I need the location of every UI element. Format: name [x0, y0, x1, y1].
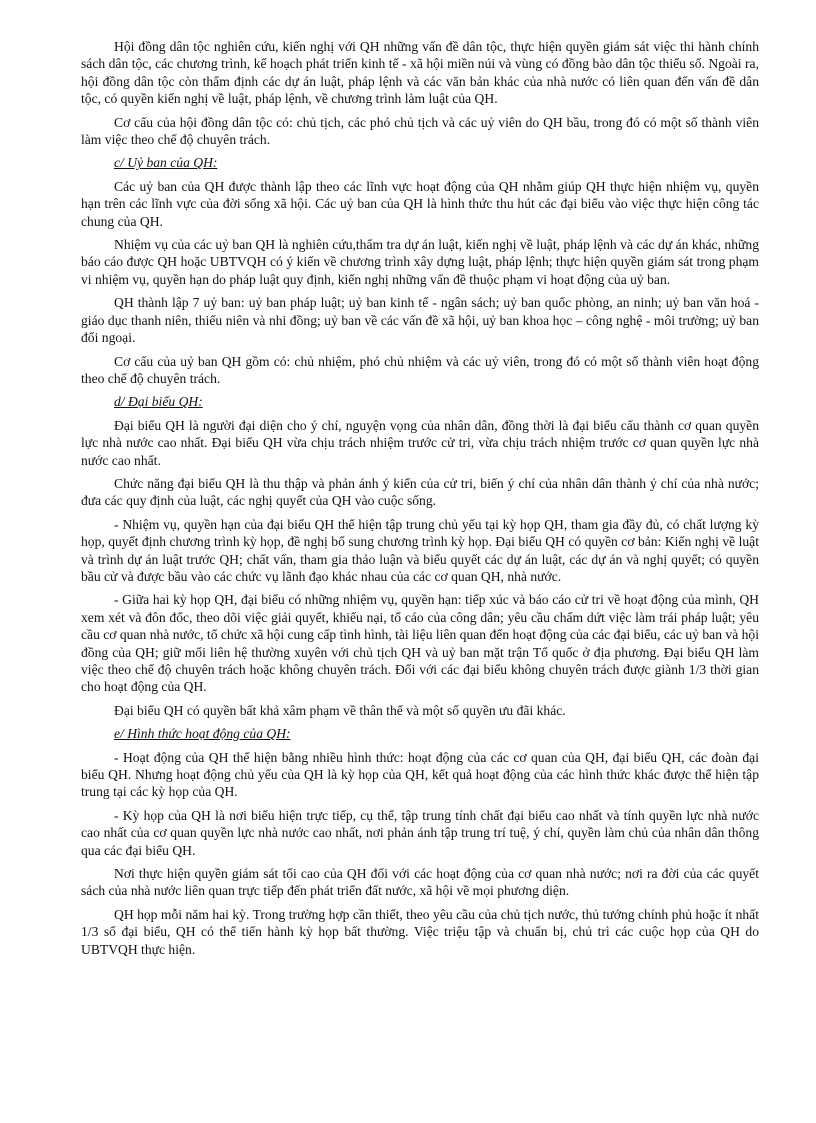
section-heading: d/ Đại biểu QH: — [114, 394, 203, 410]
paragraph: Chức năng đại biểu QH là thu thập và phản ánh ý kiến của cử tri, biến ý chí của nhân dân thành ý chí của nhà nước; đưa các quy định của luật, các nghị quyết của QH vào cuộc sống. — [81, 475, 759, 509]
paragraph: Nhiệm vụ của các uỷ ban QH là nghiên cứu,thẩm tra dự án luật, kiến nghị về luật, pháp lệnh và các dự án khác, những báo cáo được QH hoặc UBTVQH có ý kiến về chương trình xây dựng luật, pháp lệnh; thực hiện quyền giám sát trong phạm vi nhiệm vụ, quyền hạn do pháp luật quy định, kiến nghị những vấn đề thuộc phạm vi hoạt động của uỷ ban. — [81, 237, 759, 287]
paragraph: Các uỷ ban của QH được thành lập theo các lĩnh vực hoạt động của QH nhằm giúp QH thực hiện nhiệm vụ, quyền hạn trên các lĩnh vực của đời sống xã hội. Các uỷ ban của QH là hình thức thu hút các đại biểu vào việc thực hiện công tác chung của QH. — [81, 178, 759, 229]
paragraph: Hội đồng dân tộc nghiên cứu, kiến nghị với QH những vấn đề dân tộc, thực hiện quyền giám sát việc thi hành chính sách dân tộc, các chương trình, kế hoạch phát triển kinh tế - xã hội miền núi và vùng có đồng bào dân tộc thiểu số. Ngoài ra, hội đồng dân tộc còn thẩm định các dự án luật, pháp lệnh và các văn bản khác của nhà nước có liên quan đến vấn đề dân tộc, có quyền kiến nghị về luật, pháp lệnh, về chương trình làm luật của QH. — [81, 39, 759, 107]
paragraph: Nơi thực hiện quyền giám sát tối cao của QH đối với các hoạt động của cơ quan nhà nước; nơi ra đời của các quyết sách của nhà nước liên quan trực tiếp đến phát triển đất nước, xã hội về mọi phương diện. — [81, 866, 759, 899]
section-heading: c/ Uỷ ban của QH: — [114, 155, 218, 171]
paragraph: QH thành lập 7 uỷ ban: uỷ ban pháp luật; uỷ ban kinh tế - ngân sách; uỷ ban quốc phòng, an ninh; uỷ ban văn hoá - giáo dục thanh niên, thiếu niên và nhi đồng; uỷ ban về các vấn đề xã hội, uỷ ban khoa học – công nghệ - môi trường; uỷ ban đối ngoại. — [81, 295, 759, 346]
paragraph: QH họp mỗi năm hai kỳ. Trong trường hợp cần thiết, theo yêu cầu của chủ tịch nước, thủ tướng chính phủ hoặc ít nhất 1/3 số đại biểu, QH có thể tiến hành kỳ họp bất thường. Việc triệu tập và chuẩn bị, chủ trì các cuộc họp của QH do UBTVQH thực hiện. — [81, 906, 759, 957]
paragraph: - Nhiệm vụ, quyền hạn của đại biểu QH thể hiện tập trung chủ yếu tại kỳ họp QH, tham gia đầy đủ, có chất lượng kỳ họp, quyết định chương trình kỳ họp, đề nghị bổ sung chương trình kỳ họp. Đại biểu QH có quyền cơ bản: Kiến nghị về luật và trình dự án luật trước QH; chất vấn, tham gia thảo luận và biểu quyết các dự án luật, các dự án và nghị quyết; có quyền bầu cử và được bầu vào các chức vụ lãnh đạo khác nhau của các cơ quan QH, nhà nước. — [81, 516, 759, 584]
document-page — [81, 38, 759, 964]
paragraph: - Kỳ họp của QH là nơi biểu hiện trực tiếp, cụ thể, tập trung tính chất đại biểu cao nhất và tính quyền lực nhà nước cao nhất của cơ quan quyền lực nhà nước cao nhất, nơi phản ánh tập trung trí tuệ, ý chí, quyền làm chủ của nhân dân thông qua các đại biểu QH. — [81, 807, 759, 858]
paragraph: Đại biểu QH có quyền bất khả xâm phạm về thân thể và một số quyền ưu đãi khác. — [114, 702, 566, 718]
section-heading: e/ Hình thức hoạt động của QH: — [114, 726, 291, 742]
paragraph: - Hoạt động của QH thể hiện bằng nhiều hình thức: hoạt động của các cơ quan của QH, đại biểu QH, các đoàn đại biểu QH. Nhưng hoạt động chủ yếu của QH là kỳ họp của QH, kết quả hoạt động của các hình thức khác được thể hiện tập trung tại các kỳ họp của QH. — [81, 749, 759, 800]
paragraph: Cơ cấu của uỷ ban QH gồm có: chủ nhiệm, phó chủ nhiệm và các uỷ viên, trong đó có một số thành viên hoạt động theo chế độ chuyên trách. — [81, 353, 759, 386]
paragraph: Cơ cấu của hội đồng dân tộc có: chủ tịch, các phó chủ tịch và các uỷ viên do QH bầu, trong đó có một số thành viên làm việc theo chế độ chuyên trách. — [81, 114, 759, 148]
paragraph: Đại biểu QH là người đại diện cho ý chí, nguyện vọng của nhân dân, đồng thời là đại biểu cấu thành cơ quan quyền lực nhà nước cao nhất. Đại biểu QH vừa chịu trách nhiệm trước cử tri, vừa chịu trách nhiệm trước cơ quan quyền lực nhà nước cao nhất. — [81, 417, 759, 468]
paragraph: - Giữa hai kỳ họp QH, đại biểu có những nhiệm vụ, quyền hạn: tiếp xúc và báo cáo cử tri về hoạt động của mình, QH xem xét và đôn đốc, theo dõi việc giải quyết, khiếu nại, tố cáo của công dân; yêu cầu chấm dứt việc làm trái pháp luật; yêu cầu cơ quan nhà nước, tổ chức xã hội cung cấp tình hình, tài liệu liên quan đến hoạt động của các đại biểu, các uỷ ban và hội đồng của QH; giữ mối liên hệ thường xuyên với chủ tịch QH và uỷ ban mặt trận Tổ quốc ở địa phương. Đại biểu QH làm việc theo chế độ chuyên trách hoặc không chuyên trách. Đối với các đại biểu không chuyên trách được giành 1/3 thời gian cho hoạt động của QH. — [81, 592, 759, 695]
